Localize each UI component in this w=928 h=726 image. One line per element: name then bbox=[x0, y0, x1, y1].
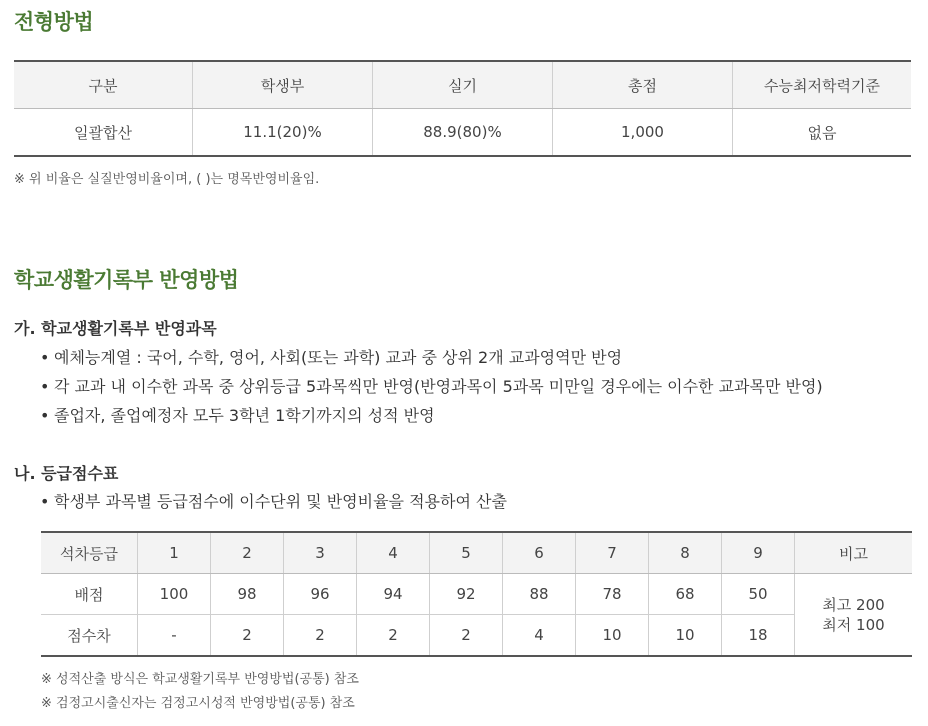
cell-value: 94 bbox=[357, 574, 430, 615]
header-category: 구분 bbox=[14, 61, 193, 109]
header-grade-8: 8 bbox=[649, 532, 722, 574]
cell-csat-minimum: 없음 bbox=[733, 109, 912, 157]
table-row bbox=[41, 615, 912, 657]
grade-note-ged: ※ 검정고시출신자는 검정고시성적 반영방법(공통) 참조 bbox=[41, 696, 355, 711]
subheading-subjects: 가. 학교생활기록부 반영과목 bbox=[14, 319, 217, 338]
list-item: • 학생부 과목별 등급점수에 이수단위 및 반영비율을 적용하여 산출 bbox=[40, 492, 507, 511]
list-item: • 각 교과 내 이수한 과목 중 상위등급 5과목씩만 반영(반영과목이 5과목 미만일 경우에는 이수한 교과목만 반영) bbox=[40, 377, 823, 396]
cell-school-record: 11.1(20)% bbox=[193, 109, 373, 157]
cell-value: 92 bbox=[430, 574, 503, 615]
cell-value: 88 bbox=[503, 574, 576, 615]
cell-row-label: 점수차 bbox=[67, 626, 111, 645]
list-item: • 졸업자, 졸업예정자 모두 3학년 1학기까지의 성적 반영 bbox=[40, 406, 435, 425]
header-school-record: 학생부 bbox=[193, 61, 373, 109]
ratio-note: ※ 위 비율은 실질반영비율이며, ( )는 명목반영비율임. bbox=[14, 172, 320, 187]
table-header-row bbox=[14, 61, 911, 109]
cell-value: 96 bbox=[284, 574, 357, 615]
header-csat-minimum: 수능최저학력기준 bbox=[733, 61, 912, 109]
header-grade-4: 4 bbox=[357, 532, 430, 574]
grade-note-calculation: ※ 성적산출 방식은 학교생활기록부 반영방법(공통) 참조 bbox=[41, 672, 359, 687]
bullet-icon: • bbox=[40, 492, 50, 511]
header-remarks: 비고 bbox=[795, 532, 913, 574]
cell-value: 2 bbox=[211, 615, 284, 657]
cell-practical: 88.9(80)% bbox=[373, 109, 553, 157]
cell-value: - bbox=[138, 615, 211, 657]
remarks-max: 최고 200 bbox=[822, 595, 885, 614]
cell-value: 2 bbox=[430, 615, 503, 657]
header-grade-5: 5 bbox=[430, 532, 503, 574]
header-grade-6: 6 bbox=[503, 532, 576, 574]
cell-value: 10 bbox=[576, 615, 649, 657]
cell-remarks bbox=[795, 574, 913, 657]
header-grade-7: 7 bbox=[576, 532, 649, 574]
cell-value: 2 bbox=[357, 615, 430, 657]
bullet-icon: • bbox=[40, 406, 50, 425]
list-item: • 예체능계열 : 국어, 수학, 영어, 사회(또는 과학) 교과 중 상위 2개 교과영역만 반영 bbox=[40, 348, 623, 367]
header-total-score: 총점 bbox=[553, 61, 733, 109]
section-title-admission-method: 전형방법 bbox=[14, 10, 94, 34]
header-grade-3: 3 bbox=[284, 532, 357, 574]
cell-value: 18 bbox=[722, 615, 795, 657]
remarks-min: 최저 100 bbox=[822, 615, 885, 634]
table-row bbox=[14, 109, 911, 157]
cell-value: 50 bbox=[722, 574, 795, 615]
bullet-icon: • bbox=[40, 377, 50, 396]
cell-category: 일괄합산 bbox=[74, 123, 132, 142]
cell-total-score: 1,000 bbox=[553, 109, 733, 157]
cell-value: 4 bbox=[503, 615, 576, 657]
cell-value: 10 bbox=[649, 615, 722, 657]
section-title-record-method: 학교생활기록부 반영방법 bbox=[14, 268, 239, 292]
cell-value: 100 bbox=[138, 574, 211, 615]
bullet-icon: • bbox=[40, 348, 50, 367]
table-row bbox=[41, 574, 912, 615]
table-header-row bbox=[41, 532, 912, 574]
admission-ratio-table bbox=[14, 60, 911, 157]
cell-value: 68 bbox=[649, 574, 722, 615]
cell-value: 78 bbox=[576, 574, 649, 615]
subheading-grade-table: 나. 등급점수표 bbox=[14, 464, 119, 483]
header-practical: 실기 bbox=[373, 61, 553, 109]
header-rank-grade: 석차등급 bbox=[41, 532, 138, 574]
cell-value: 2 bbox=[284, 615, 357, 657]
cell-value: 98 bbox=[211, 574, 284, 615]
header-grade-2: 2 bbox=[211, 532, 284, 574]
header-grade-1: 1 bbox=[138, 532, 211, 574]
header-grade-9: 9 bbox=[722, 532, 795, 574]
cell-row-label: 배점 bbox=[41, 574, 138, 615]
grade-score-table bbox=[41, 531, 912, 657]
